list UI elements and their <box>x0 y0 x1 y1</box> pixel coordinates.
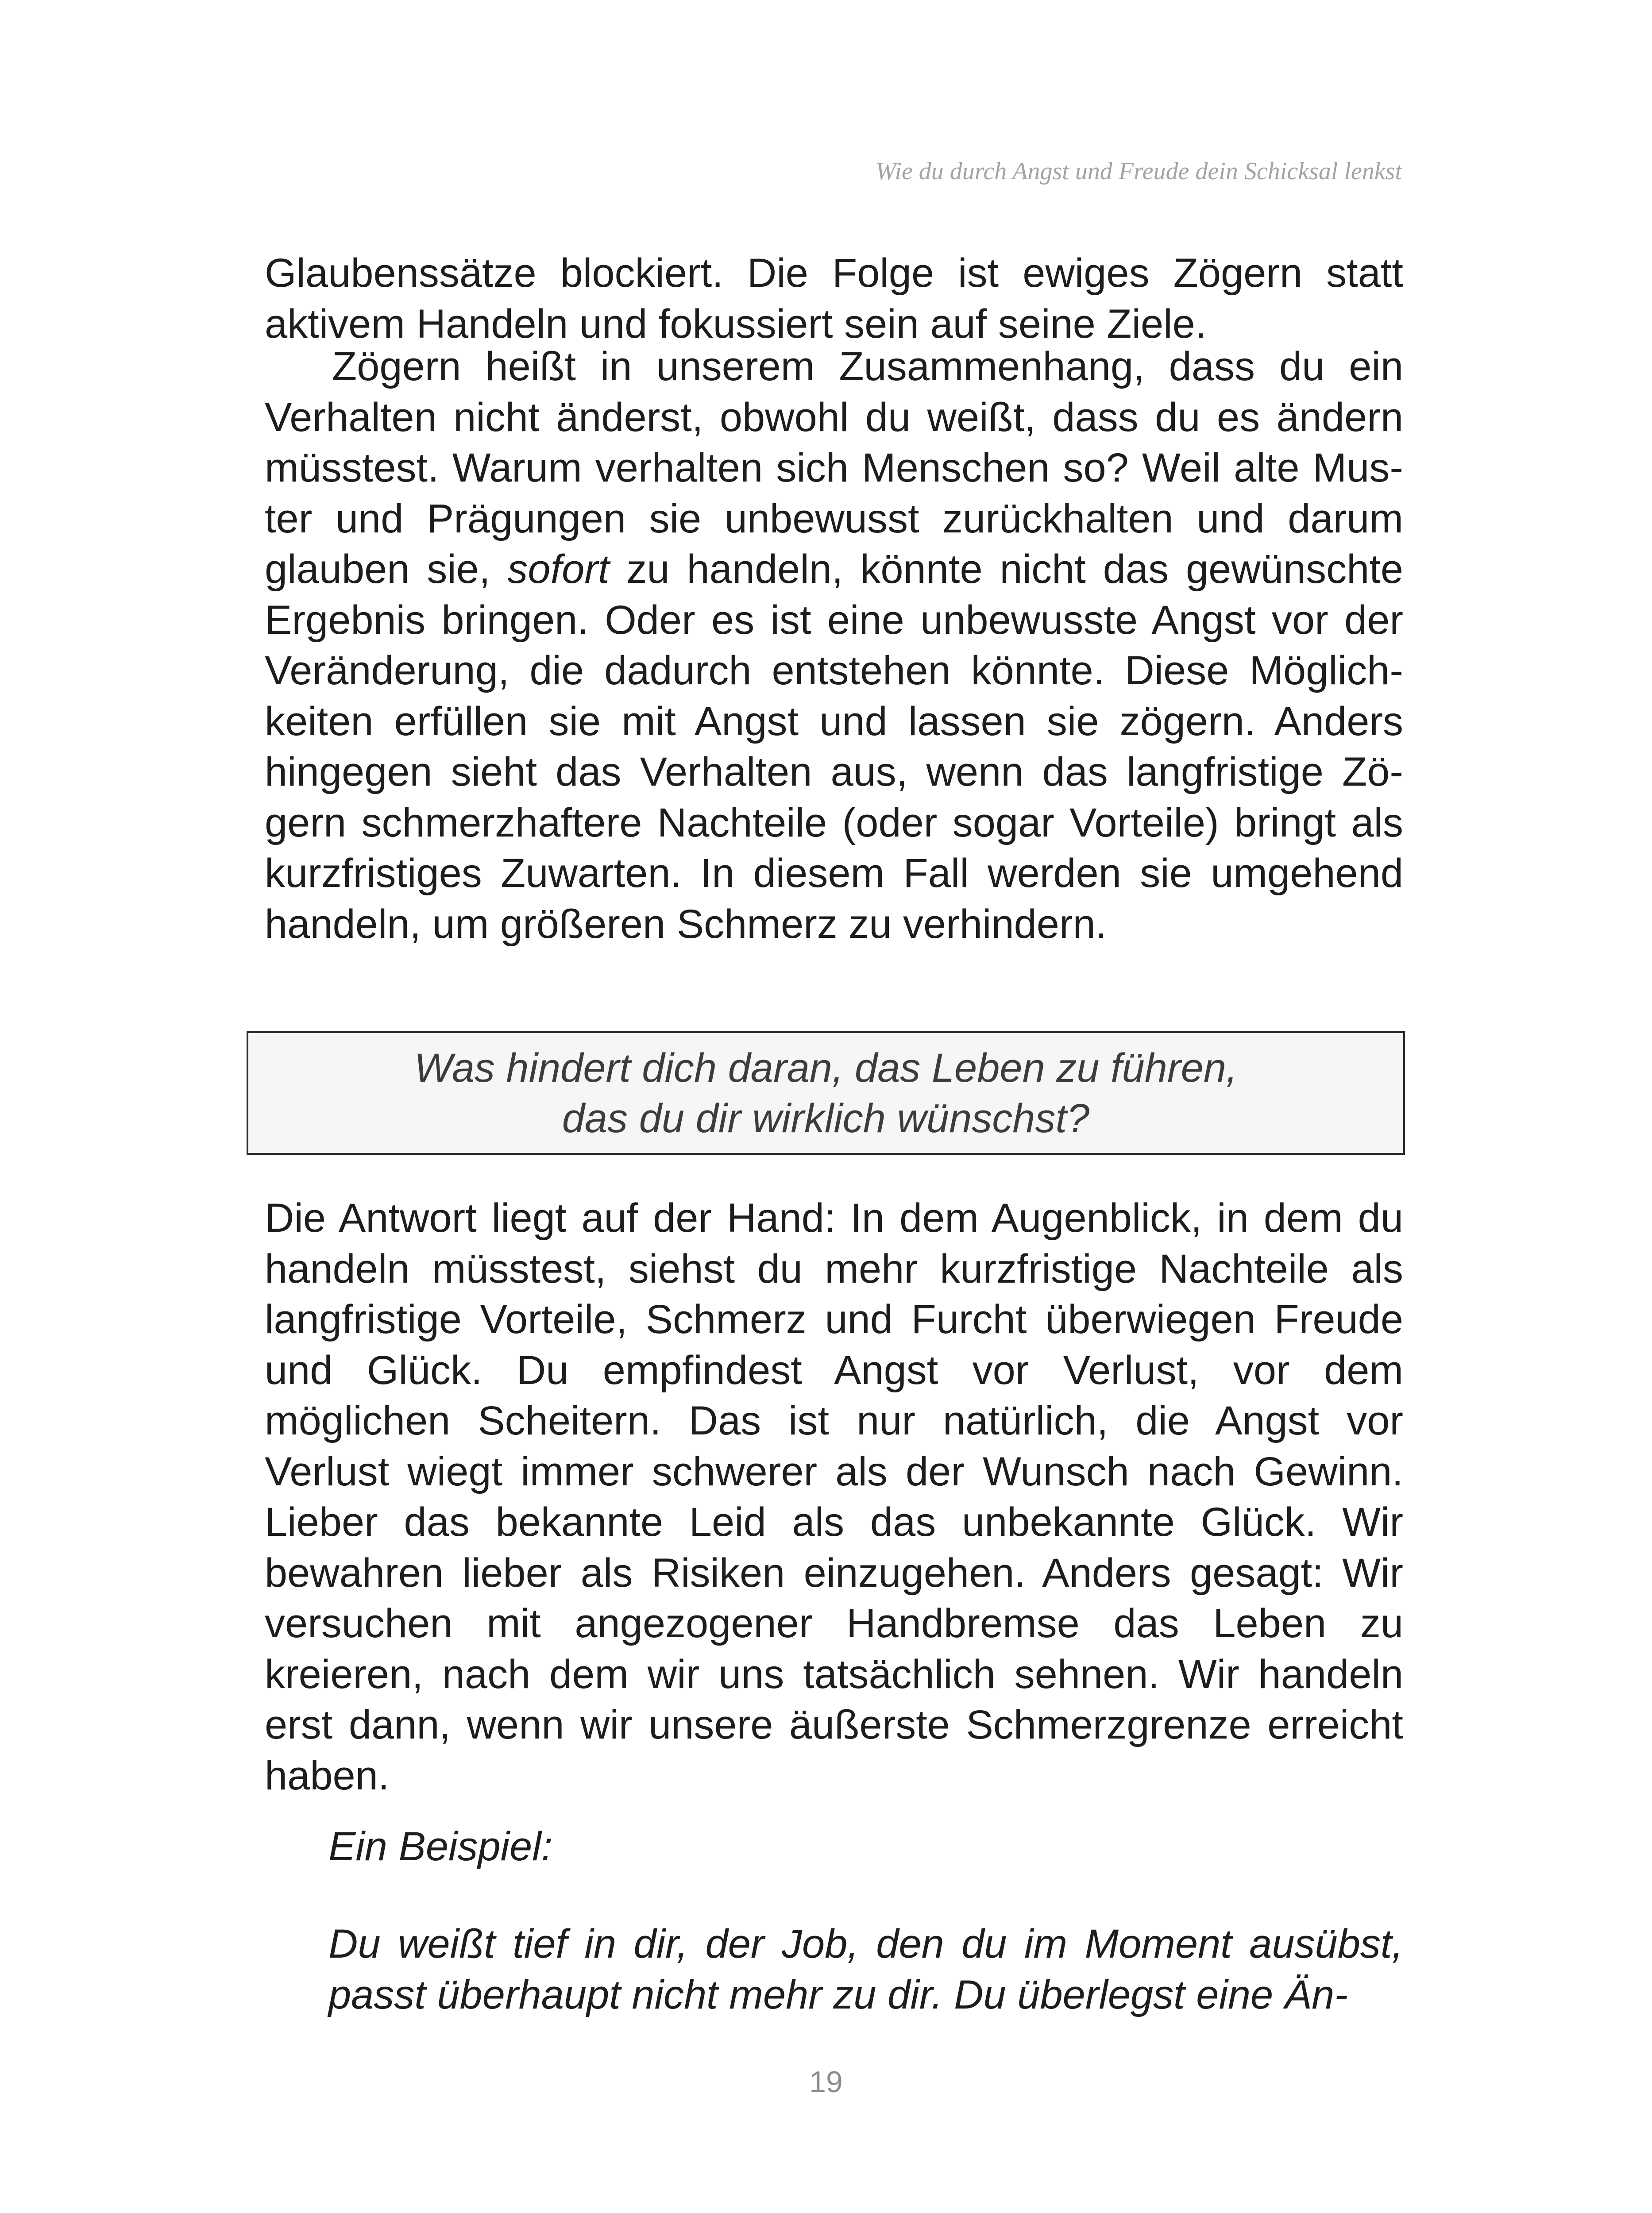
emphasis-text: sofort <box>507 547 610 592</box>
example-text: Du weißt tief in dir, der Job, den du im Moment ausübst, passt überhaupt nicht mehr zu dir. Du überlegst eine Än- <box>328 1921 1403 2017</box>
page-number: 19 <box>809 2065 843 2099</box>
example-label: Ein Beispiel: <box>328 1824 553 1869</box>
callout-line: das du dir wirklich wünschst? <box>562 1095 1090 1141</box>
callout-line: Was hindert dich daran, das Leben zu führen, <box>414 1045 1238 1091</box>
paragraph-text-end: zu handeln, könnte nicht das gewünschte Ergebnis bringen. Oder es ist eine unbewusste Angst vor der Veränderung, die dadurch entstehen könnte. Diese Möglichkeiten erfüllen sie mit Angst und lassen sie zögern. Anders hingegen sieht das Verhalten aus, wenn das langfristige Zögern schmerzhaftere Nachteile (oder sogar Vorteile) bringt als kurzfristiges Zuwarten. In diesem Fall werden sie umgehend handeln, um größeren Schmerz zu verhindern. <box>265 547 1403 947</box>
body-paragraph <box>265 248 1403 349</box>
paragraph-text-start: Zögern heißt in unserem Zusammenhang, dass du ein Verhalten nicht änderst, obwohl du weißt, dass du es ändern müsstest. Warum verhalten sich Menschen so? Weil alte Muster und Prägungen sie unbewusst zurückhalten und darum glauben sie, <box>265 344 1403 592</box>
running-header: Wie du durch Angst und Freude dein Schicksal lenkst <box>875 158 1402 185</box>
paragraph-text <box>265 341 1403 949</box>
paragraph-text: Die Antwort liegt auf der Hand: In dem Augenblick, in dem du handeln müsstest, siehst du mehr kurzfristige Nachteile als langfristige Vorteile, Schmerz und Furcht überwiegen Freude und Glück. Du empfindest Angst vor Verlust, vor dem möglichen Scheitern. Das ist nur natürlich, die Angst vor Verlust wiegt immer schwerer als der Wunsch nach Gewinn. Lieber das bekannte Leid als das unbekannte Glück. Wir bewahren lieber als Risiken einzugehen. Anders gesagt: Wir versuchen mit angezogener Handbremse das Leben zu kreieren, nach dem wir uns tatsächlich sehnen. Wir handeln erst dann, wenn wir unsere äußerste Schmerzgrenze erreicht haben. <box>265 1195 1403 1798</box>
question-callout-box <box>247 1031 1405 1155</box>
paragraph-text: Glaubenssätze blockiert. Die Folge ist ewiges Zögern statt aktivem Handeln und fokussiert sein auf seine Ziele. <box>265 251 1403 347</box>
body-paragraph <box>265 341 1403 949</box>
body-paragraph <box>265 1193 1403 1801</box>
